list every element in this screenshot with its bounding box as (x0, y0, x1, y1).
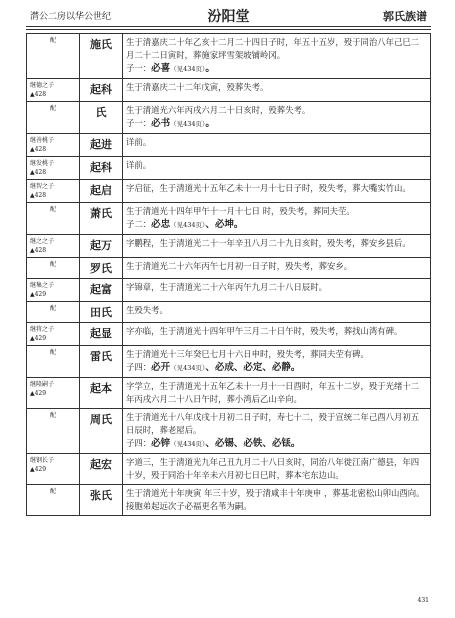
first-child-name: 必锌 (151, 438, 171, 449)
biography-cell (123, 258, 431, 279)
running-header (26, 6, 431, 24)
biography-cell (123, 102, 431, 134)
person-name: 氏 (80, 102, 123, 134)
biography-text: 生于清道光六年丙戌六月二十日亥时，殁葬失考。 (126, 105, 311, 115)
person-name: 起本 (80, 378, 123, 409)
person-name: 起科 (80, 157, 123, 180)
biography-text: 生于清道光二十六年丙午七月初一日子时，殁失考，葬安乡。 (126, 261, 353, 271)
header-rule (26, 26, 431, 27)
relation-cell: 继善桃子 ▲428 (27, 134, 80, 157)
relation-cell: 继隆嗣子 ▲429 (27, 378, 80, 409)
person-name: 起启 (80, 180, 123, 203)
relation-cell: 配 (27, 409, 80, 454)
other-children: 。 (205, 118, 215, 129)
biography-text: 生于清道光十年庚寅 年三十岁，殁于清咸丰十年庚申 ，葬基北密松山卯山酉向。 (126, 488, 425, 498)
biography-text: 生于清嘉庆二十年乙亥十二月二十四日子时，年五十五岁，殁于同治八年己巳二月二十二日寅时，葬施家坪雪架坡铺岭冈。 (126, 37, 420, 60)
person-name: 周氏 (80, 409, 123, 454)
children-line (126, 62, 427, 76)
first-child-name: 必喜 (151, 63, 171, 74)
children-label: 子四： (126, 362, 152, 372)
relation-cell: 继钢长子 ▲429 (27, 454, 80, 485)
children-label: 子一： (126, 63, 152, 73)
person-name: 起宏 (80, 454, 123, 485)
header-rule-thin (26, 29, 431, 30)
biography-text: 生于清道光十三年癸巳七月十六日申时，殁失考，葬同夫茔有碑。 (126, 349, 369, 359)
relation-cell: 继智之子 ▲428 (27, 180, 80, 203)
genealogy-row (27, 454, 431, 485)
biography-cell (123, 79, 431, 102)
genealogy-table (26, 33, 431, 516)
page-number: 431 (417, 597, 429, 604)
person-name: 起进 (80, 134, 123, 157)
children-label: 子二： (126, 219, 152, 229)
genealogy-row (27, 279, 431, 302)
other-children: 。 (205, 63, 215, 74)
genealogy-row (27, 323, 431, 346)
children-label: 子四： (126, 438, 152, 448)
biography-cell (123, 203, 431, 235)
biography-text: 生于清道光十四年甲午十一月十七日 时，殁失考，葬同夫茔。 (126, 206, 355, 216)
biography-cell (123, 157, 431, 180)
biography-text: 生于清嘉庆二十二年戊寅，殁葬失考。 (126, 82, 269, 92)
children-label: 子一： (126, 118, 152, 128)
person-name: 罗氏 (80, 258, 123, 279)
children-line (126, 117, 427, 131)
biography-cell (123, 485, 431, 516)
relation-cell: 配 (27, 34, 80, 79)
relation-cell: 继德之子 ▲428 (27, 79, 80, 102)
header-hall-name: 汾阳堂 (207, 9, 250, 25)
header-book-title: 郭氏族谱 (383, 10, 427, 23)
person-name: 施氏 (80, 34, 123, 79)
first-child-name: 必书 (151, 118, 171, 129)
person-name: 萧氏 (80, 203, 123, 235)
page-reference: （见434页） (170, 120, 206, 128)
biography-text: 字亦临，生于清道光十四年甲午三月二十日午时，殁失考，葬找山湾有碑。 (126, 326, 403, 336)
genealogy-row (27, 203, 431, 235)
biography-text: 生殁失考。 (126, 305, 168, 315)
genealogy-row (27, 409, 431, 454)
other-children: 、必锡、必铁、必铥。 (205, 438, 301, 449)
biography-cell (123, 302, 431, 323)
biography-text: 字锦章，生于清道光二十六年丙午九月二十八日辰时。 (126, 282, 327, 292)
biography-text: 字学立，生于清道光十五年乙未十一月十一日酉时，年五十二岁，殁于光绪十二年丙戌六月二十八日午时，葬小湾后乙山辛向。 (126, 381, 420, 404)
genealogy-row (27, 134, 431, 157)
genealogy-row (27, 180, 431, 203)
first-child-name: 必开 (151, 362, 171, 373)
biography-cell (123, 378, 431, 409)
heir-note: 接胞弟起远次子必福更名苇为嗣。 (126, 501, 252, 511)
genealogy-row (27, 34, 431, 79)
biography-cell (123, 346, 431, 378)
page-reference: （见434页） (170, 440, 206, 448)
relation-cell: 继将之子 ▲429 (27, 323, 80, 346)
page-reference: （见434页） (170, 221, 206, 229)
relation-cell: 继发桃子 ▲428 (27, 157, 80, 180)
biography-cell (123, 34, 431, 79)
children-line (126, 361, 427, 375)
genealogy-row (27, 79, 431, 102)
person-name: 起万 (80, 235, 123, 258)
biography-text: 详前。 (126, 160, 152, 170)
person-name: 田氏 (80, 302, 123, 323)
genealogy-row (27, 346, 431, 378)
biography-cell (123, 409, 431, 454)
relation-cell: 继集之子 ▲429 (27, 279, 80, 302)
relation-cell: 配 (27, 346, 80, 378)
children-line (126, 437, 427, 451)
relation-cell: 配 (27, 302, 80, 323)
biography-cell (123, 323, 431, 346)
genealogy-row (27, 258, 431, 279)
children-line (126, 218, 427, 232)
biography-text: 字鹏程，生于清道光二十一年辛丑八月二十九日亥时，殁失考，葬安乡县后。 (126, 238, 411, 248)
biography-text: 生于清道光十八年戊戌十月初二日子时，寿七十二，殁于宣统二年己酉八月初五日辰时，葬老屋后。 (126, 412, 420, 435)
genealogy-row (27, 485, 431, 516)
person-name: 起富 (80, 279, 123, 302)
header-lineage: 潸公二房以华公世纪 (30, 12, 112, 22)
biography-cell (123, 454, 431, 485)
genealogy-row (27, 302, 431, 323)
person-name: 起显 (80, 323, 123, 346)
person-name: 雷氏 (80, 346, 123, 378)
biography-cell (123, 279, 431, 302)
genealogy-row (27, 235, 431, 258)
relation-cell: 配 (27, 258, 80, 279)
relation-cell: 配 (27, 203, 80, 235)
person-name: 张氏 (80, 485, 123, 516)
page-reference: （见434页） (170, 364, 206, 372)
relation-cell: 配 (27, 102, 80, 134)
page-reference: （见434页） (170, 65, 206, 73)
biography-cell (123, 235, 431, 258)
first-child-name: 必忠 (151, 219, 171, 230)
biography-text: 详前。 (126, 137, 152, 147)
biography-cell (123, 180, 431, 203)
genealogy-row (27, 378, 431, 409)
genealogy-row (27, 157, 431, 180)
relation-cell: 继之之子 ▲428 (27, 235, 80, 258)
other-children: 、必成、必定、必静。 (205, 362, 301, 373)
biography-cell (123, 134, 431, 157)
biography-text: 字道三，生于清道光九年己丑九月二十八日亥时，同治八年徙江南广德县，年四十岁，殁于同治十年辛未六月初七日巳时，葬本宅东边山。 (126, 457, 420, 480)
relation-cell: 配 (27, 485, 80, 516)
genealogy-row (27, 102, 431, 134)
biography-text: 字启征，生于清道光十五年乙未十一月十七日子时，殁失考，葬大嘴实竹山。 (126, 183, 411, 193)
person-name: 起科 (80, 79, 123, 102)
other-children: 、必坤。 (205, 219, 244, 230)
